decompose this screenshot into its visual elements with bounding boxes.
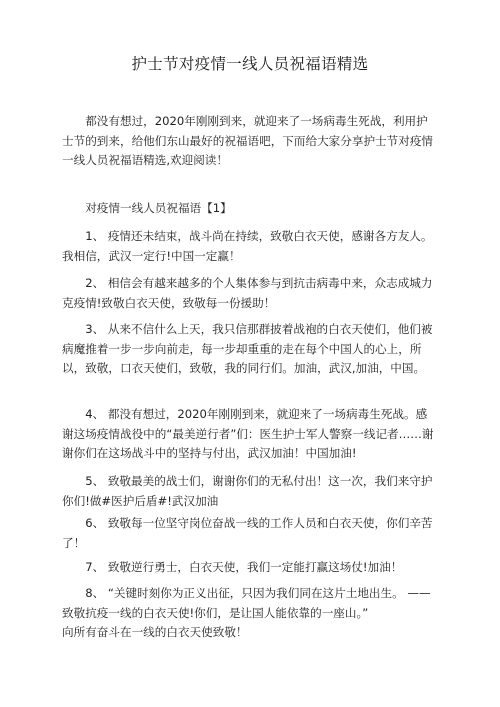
wish-paragraph-5: 5、 致敬最美的战士们，谢谢你们的无私付出！这一次，我们来守护你们!做#医护后盾#!武汉加油 bbox=[62, 474, 433, 508]
wish-paragraph-1: 1、 疫情还未结束，战斗尚在持续，致敬白衣天使，感谢各方友人。我相信，武汉一定行!中国一定赢！ bbox=[62, 229, 433, 263]
wish-paragraph-4: 4、 都没有想过，2020年刚刚到来，就迎来了一场病毒生死战。感谢这场疫情战役中的“最美逆行者”们：医生护士军人警察一线记者……谢谢你们在这场战斗中的坚持与付出，武汉加油！中国加油! bbox=[62, 407, 434, 460]
section-heading: 对疫情一线人员祝福语【1】 bbox=[85, 201, 232, 215]
wish-paragraph-2: 2、 相信会有越来越多的个人集体参与到抗击病毒中来，众志成城力克疫情!致敬白衣天使，致敬每一份援助！ bbox=[62, 276, 433, 310]
wish-paragraph-8-text: 8、 “关键时刻你为正义出征，只因为我们同在这片土地出生。 ——致敬抗疫一线的白衣天使!你们，是让国人能依靠的一座山。” bbox=[62, 586, 431, 620]
closing-line: 向所有奋斗在一线的白衣天使致敬！ bbox=[62, 625, 248, 639]
wish-paragraph-3: 3、 从来不信什么上天，我只信那群披着战袍的白衣天使们，他们被病魔推着一步一步向前走，每一步却重重的走在每个中国人的心上，所以，致敬，口衣天使们，致敬，我的同行们。加油，武汉,加油，中国。 bbox=[62, 322, 433, 375]
wish-paragraph-7: 7、 致敬逆行勇士，白衣天使，我们一定能打赢这场仗!加油！ bbox=[85, 560, 403, 574]
intro-paragraph: 都没有想过，2020年刚刚到来，就迎来了一场病毒生死战，利用护士节的到来，给他们东山最好的祝福语吧，下而给大家分享护士节对疫情一线人员祝福语精选,欢迎阅读！ bbox=[62, 114, 434, 167]
wish-paragraph-6: 6、 致敬每一位坚守岗位奋战一线的工作人员和白衣天使，你们辛苦了！ bbox=[62, 516, 433, 550]
document-title: 护士节对疫情一线人员祝福语精选 bbox=[131, 55, 369, 74]
wish-paragraph-8 bbox=[62, 584, 438, 643]
